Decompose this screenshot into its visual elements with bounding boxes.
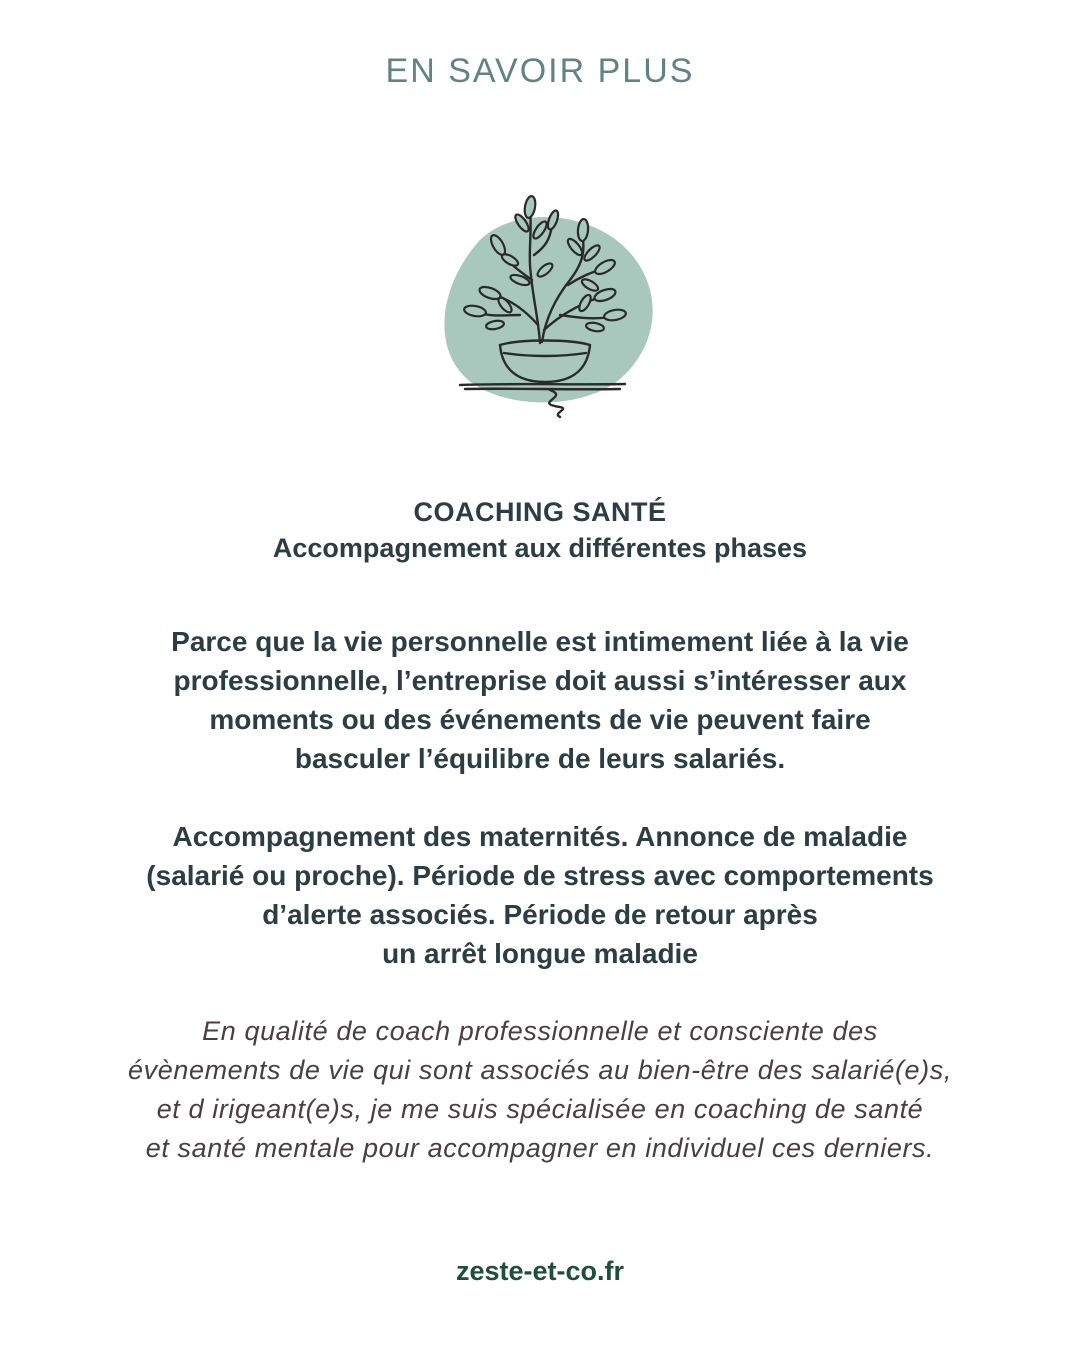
paragraph-line: Accompagnement des maternités. Annonce de maladie xyxy=(172,821,908,852)
website-link[interactable]: zeste-et-co.fr xyxy=(455,1256,625,1286)
paragraph-line: moments ou des événements de vie peuvent faire xyxy=(209,704,871,735)
title-line-2: Accompagnement aux différentes phases xyxy=(272,533,808,563)
section-title xyxy=(0,494,1080,566)
paragraph-line: En qualité de coach professionnelle et consciente des xyxy=(202,1016,878,1046)
paragraph-line: Parce que la vie personnelle est intimement liée à la vie xyxy=(171,626,909,657)
section-kicker: EN SAVOIR PLUS xyxy=(385,52,695,90)
paragraph-line: et santé mentale pour accompagner en individuel ces derniers. xyxy=(145,1133,935,1163)
services-paragraph xyxy=(60,817,1020,973)
intro-paragraph xyxy=(60,622,1020,778)
potted-plant-icon xyxy=(420,185,670,430)
coach-statement-paragraph xyxy=(60,1012,1020,1168)
title-line-1: COACHING SANTÉ xyxy=(413,497,667,527)
paragraph-line: évènements de vie qui sont associés au bien-être des salarié(e)s, xyxy=(128,1055,952,1085)
paragraph-line: professionnelle, l’entreprise doit aussi s’intéresser aux xyxy=(173,665,907,696)
paragraph-line: un arrêt longue maladie xyxy=(382,938,698,969)
paragraph-line: (salarié ou proche). Période de stress avec comportements xyxy=(146,860,934,891)
paragraph-line: basculer l’équilibre de leurs salariés. xyxy=(294,743,786,774)
paragraph-line: d’alerte associés. Période de retour après xyxy=(262,899,818,930)
paragraph-line: et d irigeant(e)s, je me suis spécialisée en coaching de santé xyxy=(156,1094,924,1124)
